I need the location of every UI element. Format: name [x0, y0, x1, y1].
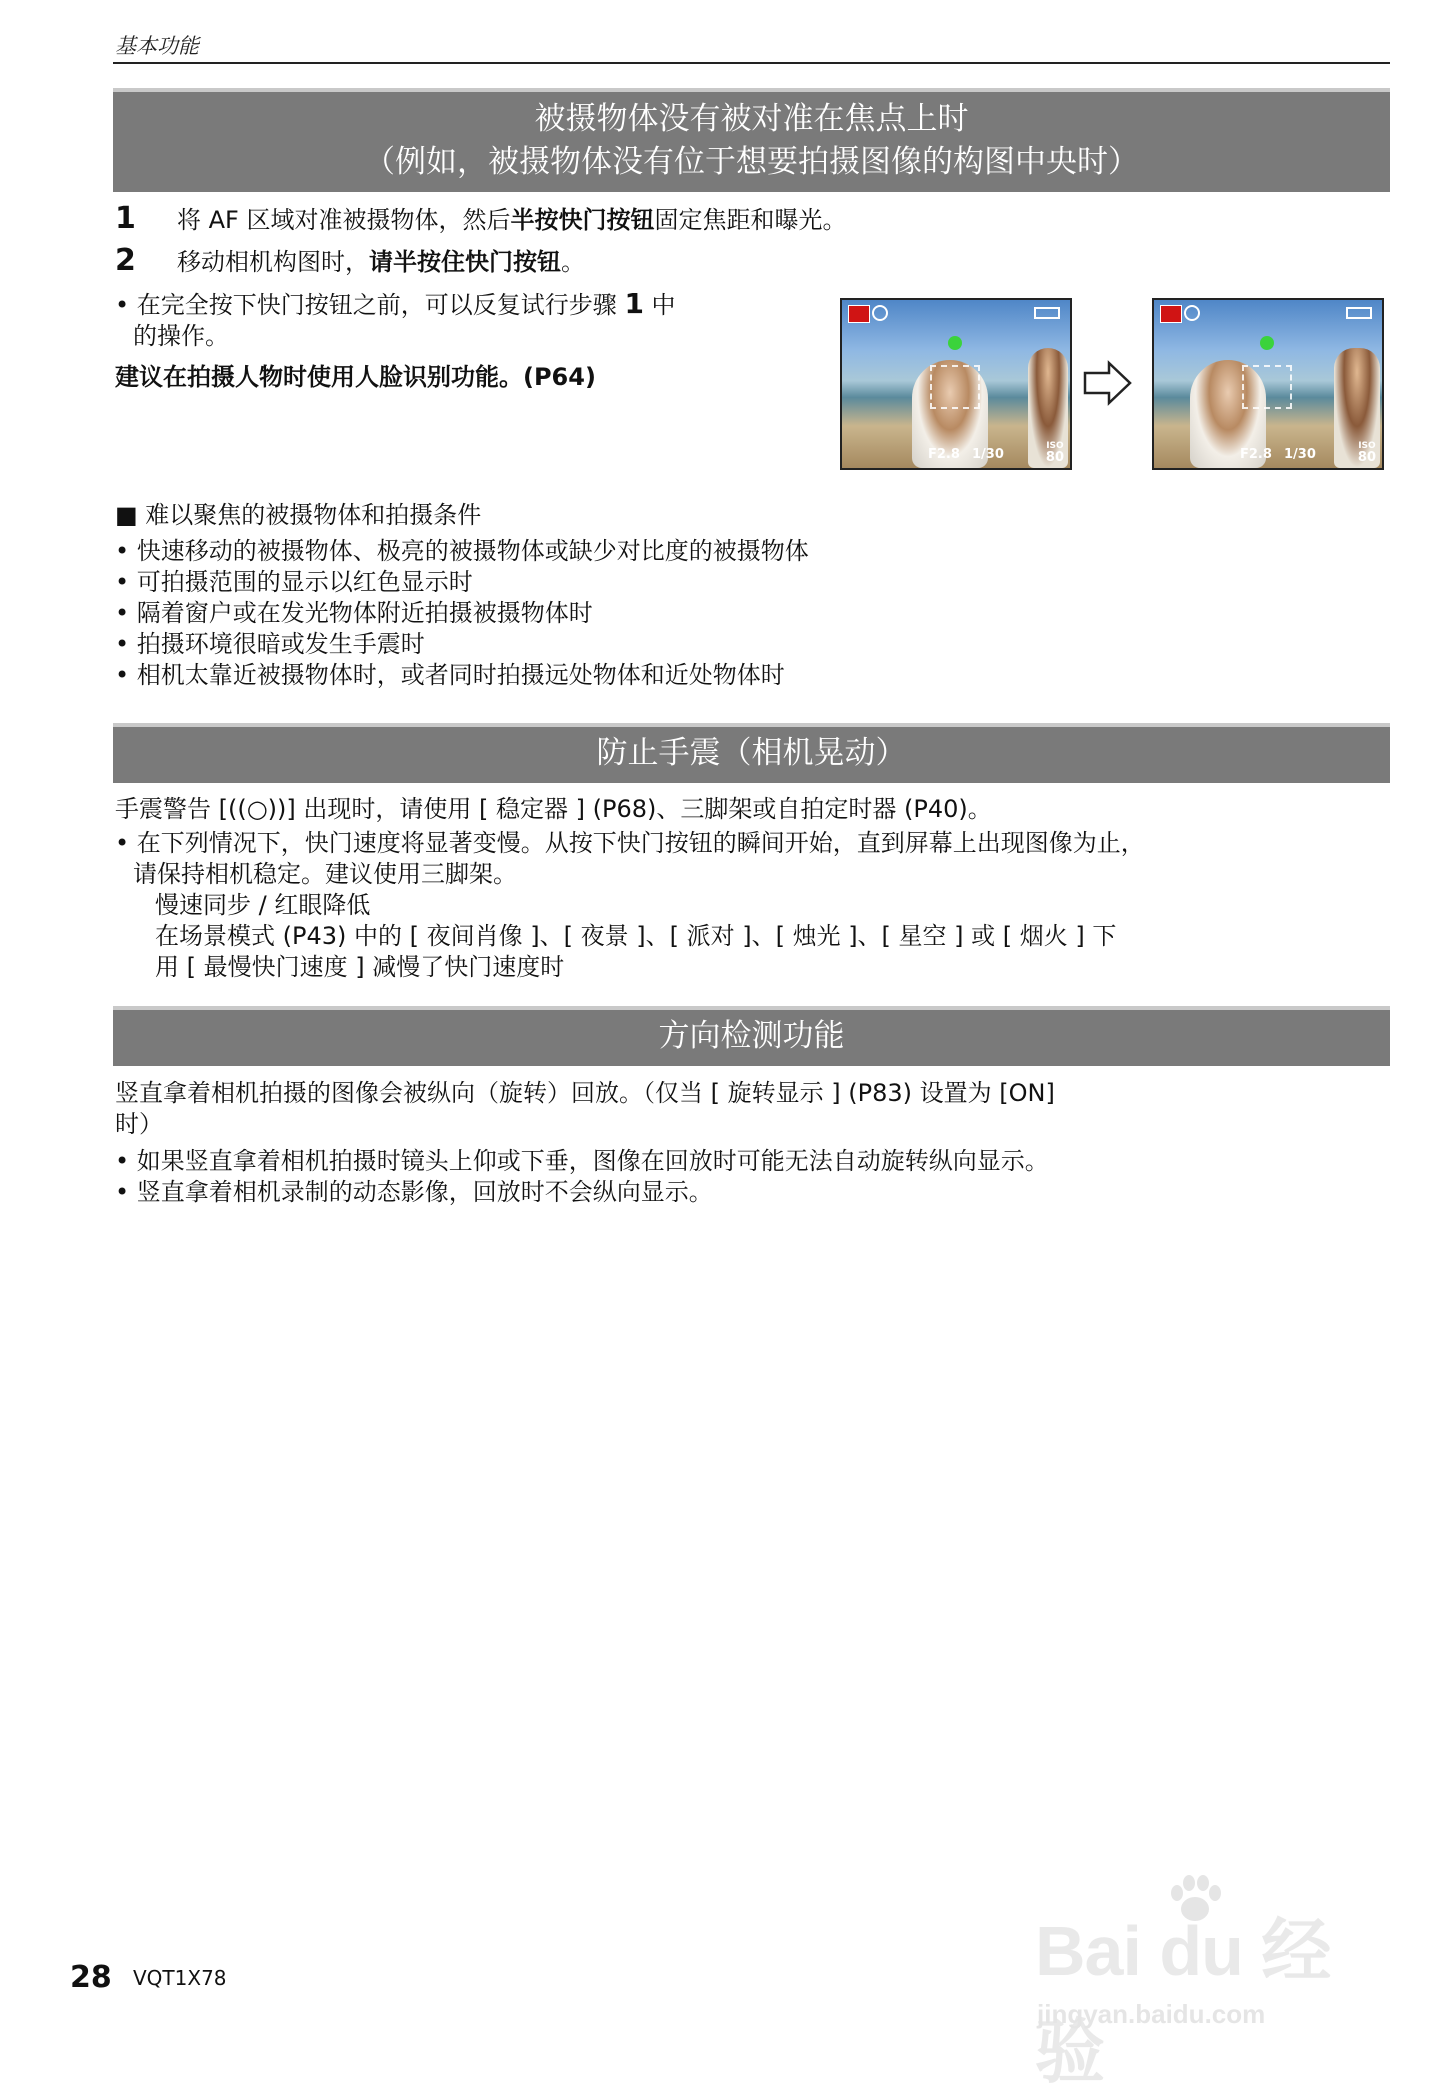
flash-mode-icon — [1184, 305, 1200, 321]
step-text-strong: 请半按住快门按钮 — [369, 248, 561, 276]
difficult-heading: ■ 难以聚焦的被摄物体和拍摄条件 — [115, 501, 482, 529]
shutter-readout: 1/30 — [972, 447, 1004, 462]
shutter-readout: 1/30 — [1284, 447, 1316, 462]
slow-sync-condition: 慢速同步 / 红眼降低 — [155, 891, 371, 919]
scene-mode-condition-line2: 用 [ 最慢快门速度 ] 减慢了快门速度时 — [155, 953, 565, 981]
iso-readout: ISO 80 — [1357, 441, 1376, 465]
section-title-line2: （例如，被摄物体没有位于想要拍摄图像的构图中央时） — [364, 144, 1139, 180]
step-text-post: 。 — [561, 248, 585, 276]
list-item: • 如果竖直拿着相机拍摄时镜头上仰或下垂，图像在回放时可能无法自动旋转纵向显示。 — [115, 1146, 1049, 1177]
step-number: 1 — [115, 201, 136, 236]
scene-mode-condition-line1: 在场景模式 (P43) 中的 [ 夜间肖像 ]、[ 夜景 ]、[ 派对 ]、[ 烛光 ]、[ 星空 ] 或 [ 烟火 ] 下 — [155, 922, 1117, 950]
model-code: VQT1X78 — [133, 1966, 227, 1990]
difficult-list — [115, 536, 809, 691]
arrow-right-icon — [1083, 360, 1133, 406]
shake-bullet-line1: • 在下列情况下，快门速度将显著变慢。从按下快门按钮的瞬间开始，直到屏幕上出现图像为止， — [115, 828, 1395, 859]
shake-bullet — [115, 828, 1395, 983]
step-text-post: 固定焦距和曝光。 — [654, 206, 847, 234]
watermark-brand: Bai du 经验 — [1035, 1912, 1331, 2091]
orientation-intro — [115, 1078, 1055, 1140]
iso-readout: ISO 80 — [1045, 441, 1064, 465]
list-item: • 快速移动的被摄物体、极亮的被摄物体或缺少对比度的被摄物体 — [115, 536, 809, 567]
list-item: • 相机太靠近被摄物体时，或者同时拍摄远处物体和近处物体时 — [115, 660, 809, 691]
orientation-intro-line2: 时） — [115, 1110, 163, 1138]
orientation-intro-line1: 竖直拿着相机拍摄的图像会被纵向（旋转）回放。（仅当 [ 旋转显示 ] (P83) 设置为 [ON] — [115, 1079, 1055, 1107]
step-number: 2 — [115, 243, 136, 278]
list-item: • 隔着窗户或在发光物体附近拍摄被摄物体时 — [115, 598, 809, 629]
repeat-note-line2: 的操作。 — [133, 322, 229, 350]
step-2 — [115, 243, 585, 278]
shake-warning-intro: 手震警告 [((○))] 出现时，请使用 [ 稳定器 ] (P68)、三脚架或自拍定时器 (P40)。 — [115, 795, 992, 823]
header-divider — [113, 62, 1390, 64]
face-recognition-tip: 建议在拍摄人物时使用人脸识别功能。(P64) — [115, 363, 596, 391]
step-text-pre: 将 AF 区域对准被摄物体，然后 — [177, 206, 511, 234]
repeat-note-step: 1 — [624, 287, 644, 320]
section-title-shake — [113, 723, 1390, 783]
repeat-note-a: 在完全按下快门按钮之前，可以反复试行步骤 — [136, 291, 625, 319]
af-area-frame — [930, 365, 980, 409]
section-title: 方向检测功能 — [658, 1018, 845, 1054]
flash-mode-icon — [872, 305, 888, 321]
watermark-url: jingyan.baidu.com — [1037, 1999, 1266, 2029]
section-title-orientation — [113, 1006, 1390, 1066]
section-title-line1: 被摄物体没有被对准在焦点上时 — [534, 101, 969, 137]
record-mode-icon — [1160, 305, 1182, 323]
section-title-focus — [113, 88, 1390, 192]
step-text-strong: 半按快门按钮 — [510, 206, 655, 234]
list-item: • 拍摄环境很暗或发生手震时 — [115, 629, 809, 660]
list-item: • 可拍摄范围的显示以红色显示时 — [115, 567, 809, 598]
focus-indicator-icon — [1260, 336, 1274, 350]
orientation-list — [115, 1146, 1049, 1208]
aperture-readout: F2.8 — [928, 447, 960, 462]
lcd-preview-before — [840, 298, 1072, 470]
battery-icon — [1034, 307, 1060, 319]
aperture-readout: F2.8 — [1240, 447, 1272, 462]
section-title: 防止手震（相机晃动） — [596, 735, 907, 771]
page-number: 28 — [70, 1960, 112, 1995]
focus-indicator-icon — [948, 336, 962, 350]
af-area-frame — [1242, 365, 1292, 409]
list-item: • 竖直拿着相机录制的动态影像，回放时不会纵向显示。 — [115, 1177, 1049, 1208]
baidu-watermark — [1035, 1895, 1385, 2091]
lcd-preview-after — [1152, 298, 1384, 470]
step-1 — [115, 201, 847, 236]
repeat-note — [115, 288, 815, 352]
repeat-note-c: 中 — [643, 291, 676, 319]
battery-icon — [1346, 307, 1372, 319]
section-label: 基本功能 — [115, 34, 199, 58]
step-text-pre: 移动相机构图时， — [177, 248, 369, 276]
record-mode-icon — [848, 305, 870, 323]
shake-bullet-line2: 请保持相机稳定。建议使用三脚架。 — [133, 860, 517, 888]
